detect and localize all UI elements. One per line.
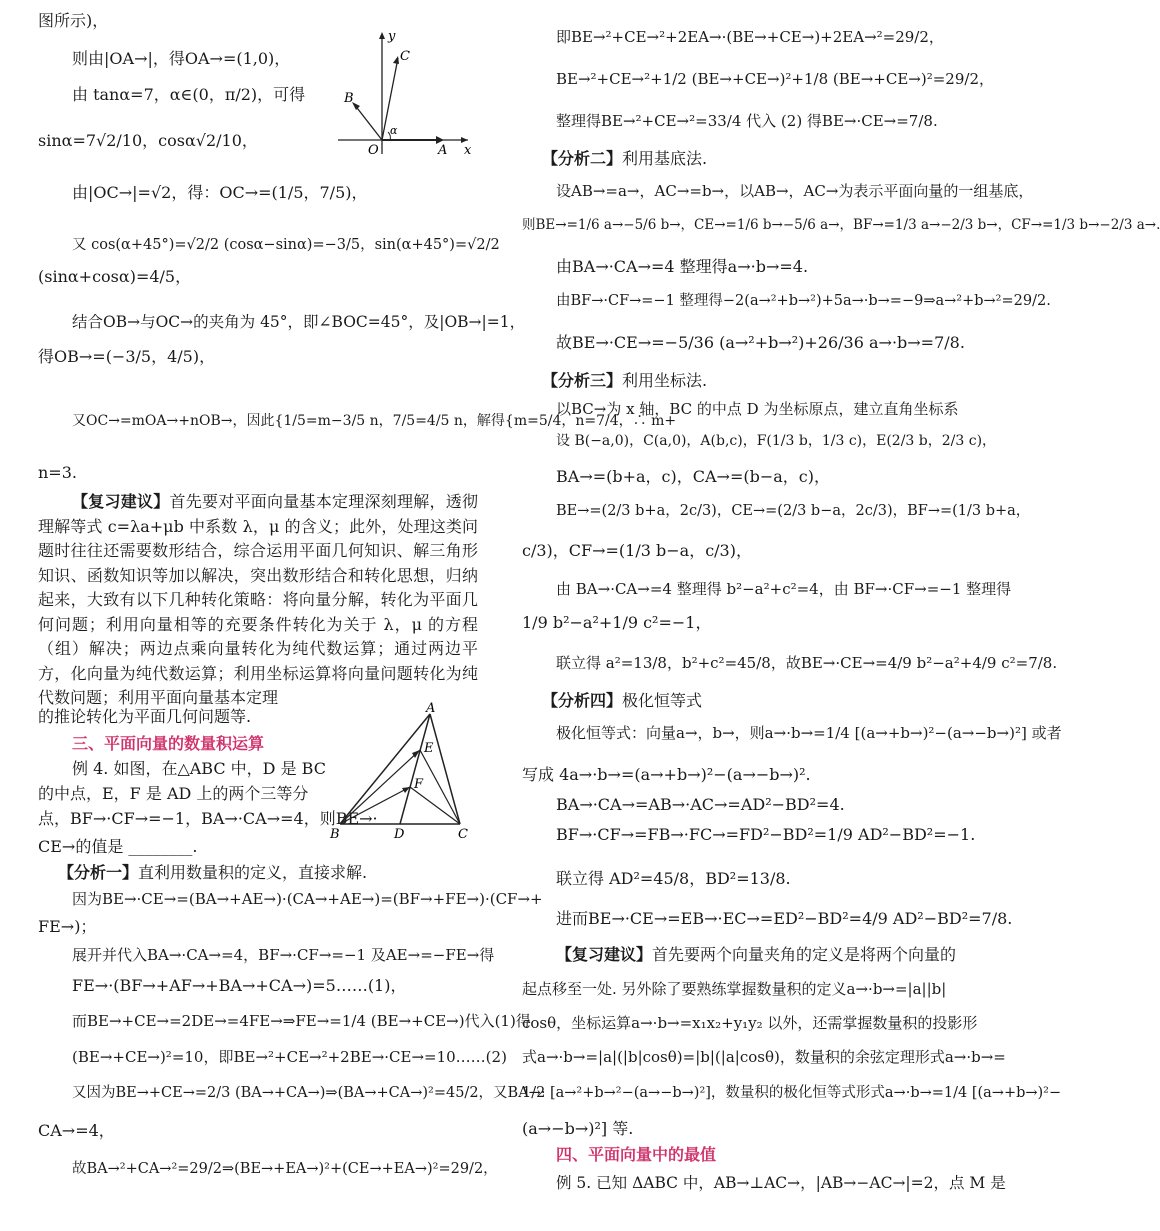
math-line: 而BE→+CE→=2DE→=4FE→⇒FE→=1/4 (BE→+CE→)代入(1)得	[72, 1012, 531, 1030]
section-heading: 三、平面向量的数量积运算	[72, 734, 265, 753]
math-line: 故BA→²+CA→²=29/2⇒(BE→+EA→)²+(CE→+EA→)²=29/2，	[72, 1161, 498, 1177]
text-line: 的推论转化为平面几何问题等.	[38, 707, 252, 726]
review-paragraph	[38, 490, 478, 711]
math-line: CA→=4，	[38, 1121, 115, 1140]
math-line: FE→)；	[38, 917, 97, 936]
fig1-label: y	[388, 29, 396, 44]
side-ac	[430, 714, 460, 824]
math-line: FE→·(BF→+AF→+BA→+CA→)=5……(1)，	[72, 976, 407, 995]
math-line: 由BA→·CA→=4 整理得a→·b→=4.	[556, 257, 809, 276]
example-line: CE→的值是 ________.	[38, 837, 198, 856]
text-line: n=3.	[38, 463, 77, 482]
review-text: 式a→·b→=|a|(|b|cosθ)=|b|(|a|cosθ)，数量积的余弦定理形式a→·b→=	[522, 1048, 1006, 1066]
review-title: 【复习建议】	[72, 492, 170, 511]
math-line: 联立得 a²=13/8，b²+c²=45/8，故BE→·CE→=4/9 b²−a²+4/9 c²=7/8.	[556, 654, 1058, 672]
text-line: 又 cos(α+45°)=√2/2 (cosα−sinα)=−3/5，sin(α+45°)=√2/2	[72, 237, 500, 253]
text-line: 得OB→=(−3/5，4/5)，	[38, 347, 216, 366]
median-ad	[400, 714, 430, 824]
math-line: (BE→+CE→)²=10，即BE→²+CE→²+2BE→·CE→=10……(2)	[72, 1048, 507, 1066]
analysis-text: 直利用数量积的定义，直接求解.	[138, 863, 368, 882]
analysis-title: 【分析一】	[58, 863, 139, 882]
segment-cf	[410, 787, 460, 824]
text-line: 由|OC→|=√2，得：OC→=(1/5，7/5)，	[72, 183, 368, 202]
review-text: cosθ，坐标运算a→·b→=x₁x₂+y₁y₂ 以外，还需掌握数量积的投影形	[522, 1014, 978, 1032]
segment-bf	[340, 787, 410, 824]
example-line: 例 4. 如图，在△ABC 中，D 是 BC	[72, 759, 326, 778]
vector-oc-arrow-icon	[393, 56, 399, 64]
text-line: (sinα+cosα)=4/5，	[38, 267, 192, 286]
text-line: 由 tanα=7，α∈(0，π/2)，可得	[72, 85, 306, 104]
analysis-title: 【分析三】	[542, 371, 623, 390]
math-line: BF→·CF→=FB→·FC→=FD²−BD²=1/9 AD²−BD²=−1.	[556, 825, 976, 844]
fig1-label: α	[390, 124, 398, 137]
analysis-text: 极化恒等式	[622, 691, 703, 710]
example-line: 的中点，E，F 是 AD 上的两个三等分	[38, 784, 309, 803]
vector-ob	[354, 104, 382, 140]
review-text: 起点移至一处. 另外除了要熟练掌握数量积的定义a→·b→=|a||b|	[522, 980, 947, 998]
math-line: 以BC→为 x 轴，BC 的中点 D 为坐标原点，建立直角坐标系	[556, 400, 959, 418]
segment-be	[340, 750, 420, 824]
fig2-label: E	[424, 741, 434, 756]
math-line: 由BF→·CF→=−1 整理得−2(a→²+b→²)+5a→·b→=−9⇒a→²+b→²=29/2.	[556, 293, 1051, 309]
review-text: 1/2 [a→²+b→²−(a→−b→)²]，数量积的极化恒等式形式a→·b→=1/4 [(a→+b→)²−	[522, 1085, 1062, 1101]
analysis-title: 【分析二】	[542, 149, 623, 168]
analysis-title: 【分析四】	[542, 691, 623, 710]
analysis-text: 利用基底法.	[622, 149, 708, 168]
math-line: 极化恒等式：向量a→，b→，则a→·b→=1/4 [(a→+b→)²−(a→−b→)²] 或者	[556, 724, 1062, 742]
example-line: 例 5. 已知 ΔABC 中，AB→⊥AC→，|AB→−AC→|=2，点 M 是	[556, 1174, 1006, 1192]
math-line: 则BE→=1/6 a→−5/6 b→，CE→=1/6 b→−5/6 a→，BF→=1/3 a→−2/3 b→，CF→=1/3 b→−2/3 a→.	[522, 217, 1160, 233]
math-line: 由 BA→·CA→=4 整理得 b²−a²+c²=4，由 BF→·CF→=−1 整理得	[556, 580, 1012, 598]
math-line: 即BE→²+CE→²+2EA→·(BE→+CE→)+2EA→²=29/2，	[556, 28, 944, 46]
fig2-label: B	[330, 827, 340, 842]
math-line: 又因为BE→+CE→=2/3 (BA→+CA→)⇒(BA→+CA→)²=45/2，又BA→·	[72, 1085, 546, 1101]
side-ab	[340, 714, 430, 824]
fig1-label: O	[368, 143, 379, 158]
math-line: BA→·CA→=AB→·AC→=AD²−BD²=4.	[556, 795, 845, 814]
math-line: BE→²+CE→²+1/2 (BE→+CE→)²+1/8 (BE→+CE→)²=29/2，	[556, 70, 994, 88]
math-line: c/3)，CF→=(1/3 b−a，c/3)，	[522, 541, 752, 560]
math-line: BA→=(b+a，c)，CA→=(b−a，c)，	[556, 467, 831, 486]
text-line: sinα=7√2/10，cosα√2/10，	[38, 131, 258, 150]
math-line: 因为BE→·CE→=(BA→+AE→)·(CA→+AE→)=(BF→+FE→)·(CF→+	[72, 890, 543, 908]
math-line: 整理得BE→²+CE→²=33/4 代入 (2) 得BE→·CE→=7/8.	[556, 112, 938, 130]
fig1-label: x	[464, 143, 472, 158]
vector-diagram-figure	[330, 26, 480, 160]
example-line: 点，BF→·CF→=−1，BA→·CA→=4，则BE→·	[38, 809, 378, 828]
math-line: 设AB→=a→，AC→=b→，以AB→，AC→为表示平面向量的一组基底，	[556, 182, 1034, 200]
math-line: 进而BE→·CE→=EB→·EC→=ED²−BD²=4/9 AD²−BD²=7/8.	[556, 909, 1013, 928]
triangle-figure	[326, 700, 476, 845]
fig1-label: A	[438, 143, 448, 158]
review-text: 首先要两个向量夹角的定义是将两个向量的	[652, 945, 957, 964]
math-line: BE→=(2/3 b+a，2c/3)，CE→=(2/3 b−a，2c/3)，BF→=(1/3 b+a，	[556, 503, 1031, 519]
analysis-text: 利用坐标法.	[622, 371, 708, 390]
fig1-label: C	[400, 49, 410, 64]
text-line: 结合OB→与OC→的夹角为 45°，即∠BOC=45°，及|OB→|=1，	[72, 313, 526, 331]
y-axis-arrow-icon	[379, 32, 385, 39]
section-heading: 四、平面向量中的最值	[556, 1145, 717, 1164]
review-text: 首先要对平面向量基本定理深刻理解，透彻理解等式 c=λa+μb 中系数 λ，μ 的含义；此外，处理这类问题时往往还需要数形结合，综合运用平面几何知识、解三角形知识、函数知识等加以解决，突出数形结合和转化思想，归纳起来，大致有以下几种转化策略：将向量分解，转化为平面几何问题；利用向量相等的充要条件转化为关于 λ，μ 的方程（组）解决；两边点乘向量转化为纯代数运算；通过两边平方，化向量为纯代数运算；利用坐标运算将向量问题转化为纯代数问题；利用平面向量基本定理	[38, 492, 478, 707]
review-text: (a→−b→)²] 等.	[522, 1119, 634, 1138]
fig2-label: F	[414, 777, 424, 792]
math-line: 展开并代入BA→·CA→=4，BF→·CF→=−1 及AE→=−FE→得	[72, 946, 495, 964]
fig2-label: A	[426, 701, 436, 716]
math-line: 写成 4a→·b→=(a→+b→)²−(a→−b→)².	[522, 765, 811, 784]
text-line: 图所示)，	[38, 11, 109, 30]
text-line: 又OC→=mOA→+nOB→，因此{1/5=m−3/5 n，7/5=4/5 n，解得{m=5/4，n=7/4，∴ m+	[72, 413, 677, 429]
fig2-label: D	[394, 827, 405, 842]
review-title: 【复习建议】	[556, 945, 653, 964]
math-line: 1/9 b²−a²+1/9 c²=−1，	[522, 613, 712, 632]
math-line: 联立得 AD²=45/8，BD²=13/8.	[556, 869, 791, 888]
math-line: 故BE→·CE→=−5/36 (a→²+b→²)+26/36 a→·b→=7/8.	[556, 333, 965, 352]
text-line: 则由|OA→|，得OA→=(1,0)，	[72, 49, 291, 68]
segment-ce	[420, 750, 460, 824]
math-line: 设 B(−a,0)，C(a,0)，A(b,c)，F(1/3 b，1/3 c)，E(2/3 b，2/3 c)，	[556, 433, 997, 449]
fig2-label: C	[458, 827, 468, 842]
fig1-label: B	[344, 91, 354, 106]
